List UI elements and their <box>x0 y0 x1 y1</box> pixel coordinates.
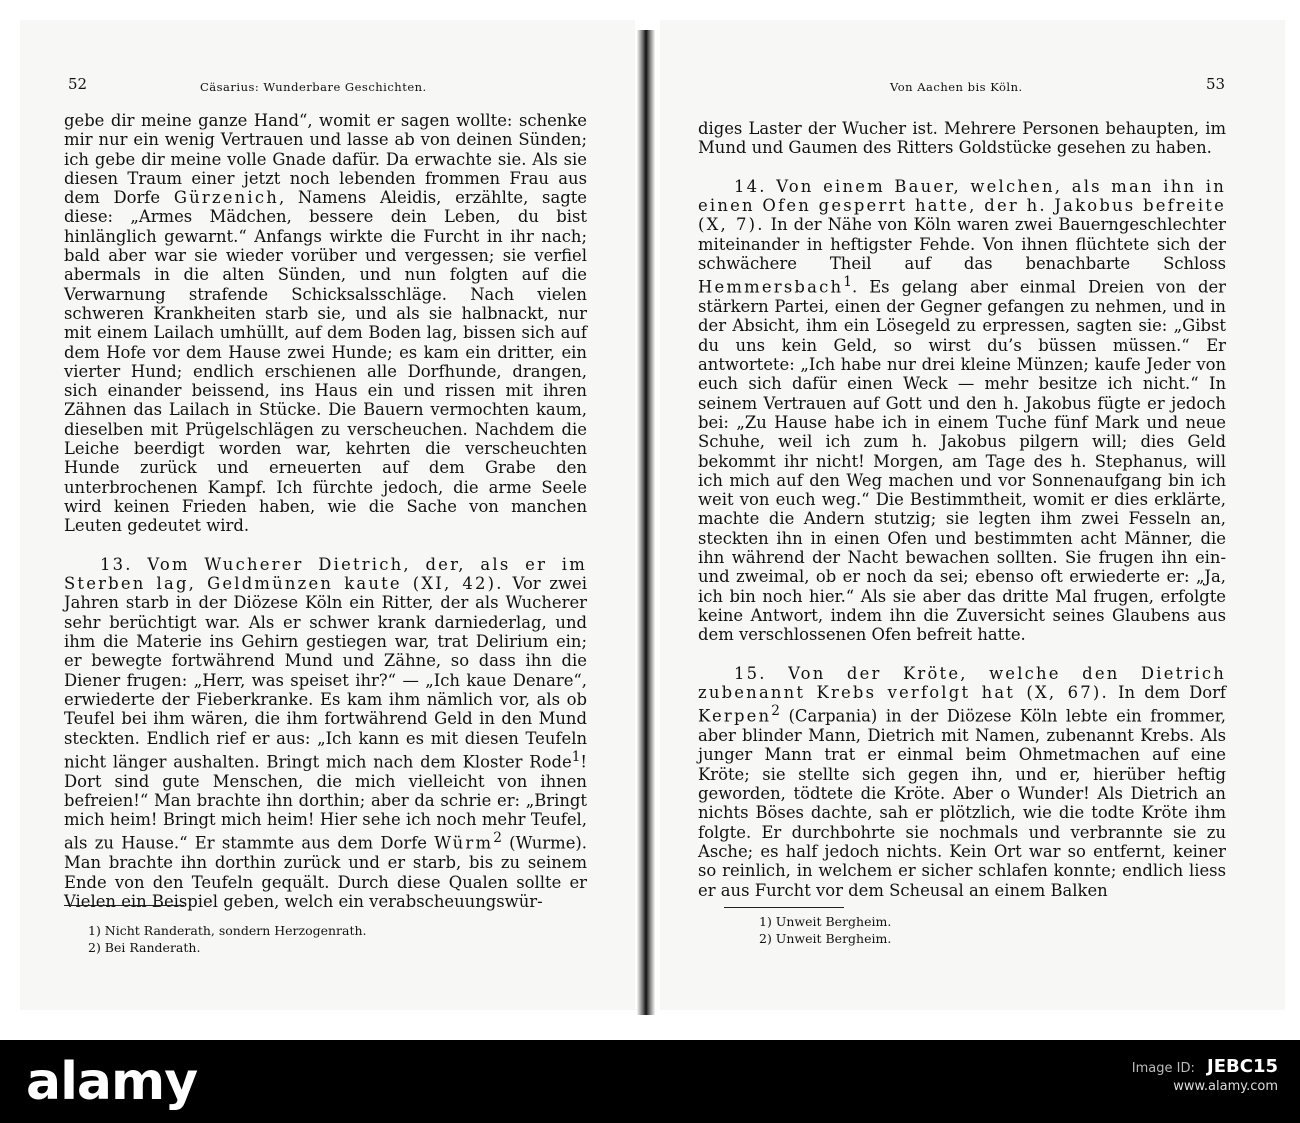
spaced-emphasis: 15. Von der Kröte, welche den Dietrich zubenannt Krebs verfolgt hat (X, 67). <box>698 663 1226 703</box>
left-page <box>0 0 640 1040</box>
text-run: (Carpania) in der Diözese Köln lebte ein frommer, aber blinder Mann, Dietrich mit Namen, zubenannt Krebs. Als junger Mann trat er einmal beim Ohmetmachen auf eine Kröte; sie stellte sich gegen ihn, und er, hierüber heftig geworden, tödtete die Kröte. Aber o Wunder! Als Dietrich an nichts Böses dachte, sah er plötzlich, wie die todte Kröte ihm folgte. Er durchbohrte sie nochmals und verbrannte sie zu Asche; es half jedoch nichts. Kein Ort war so entfernt, keiner so reinlich, in welchem er sicher schlafen konnte; endlich liess er aus Furcht vor dem Scheusal an einem Balken <box>698 706 1226 900</box>
paragraph <box>698 177 1226 645</box>
image-id-label: Image ID: <box>1131 1061 1195 1076</box>
text-run: Vor zwei Jahren starb in der Diözese Köln ein Ritter, der als Wucherer sehr berüchtigt war. Als er schwer krank darniederlag, und ihm die Materie ins Gehirn gestiegen war, trat Delirium ein; er bewegte fortwährend Mund und Zähne, so dass ihn die Diener frugen: „Herr, was speiset ihr?“ — „Ich kaue Denare“, erwiederte der Fieberkranke. Es kam ihm nämlich vor, als ob Teufel bei ihm wären, die ihm fortwährend Geld in den Mund steckten. Endlich rief er aus: „Ich kann es mit diesen Teufeln nicht länger aushalten. Bringt mich nach dem Kloster Rode <box>64 574 588 772</box>
text-run: (Wurme). Man brachte ihn dorthin zurück und er starb, bis zu seinem Ende von den Teufeln gequält. Durch diese Qualen sollte er Vielen ein Beispiel geben, welch ein verabscheuungswür- <box>64 833 587 911</box>
left-body-text <box>64 111 587 911</box>
alamy-logo[interactable]: alamy <box>26 1052 198 1112</box>
right-body-text <box>698 119 1226 900</box>
text-run: , Namens Aleidis, erzählte, sagte diese: „Armes Mädchen, bessere dein Leben, du bist hinlänglich gewarnt.“ Anfangs wirkte die Furcht in ihr nach; bald aber war sie wieder vorüber und vergessen; sie verfiel abermals in die alten Sünden, und nun folgten auf die Verwarnung strafende Schicksalsschläge. Nach vielen schweren Krankheiten starb sie, und als sie halbnackt, nur mit einem Lailach umhüllt, auf dem Boden lag, bissen sich auf dem Hofe vor dem Hause zwei Hunde; es kam ein dritter, ein vierter Hund; endlich erschienen alle Dorfhunde, drangen, sich einander beissend, ins Haus ein und rissen mit ihren Zähnen das Lailach in Stücke. Die Bauern vermochten kaum, dieselben mit Prügelschlägen zu verscheuchen. Nachdem die Leiche beerdigt worden war, kehrten die verscheuchten Hunde zurück und erneuerten auf dem Grabe den unterbrochenen Kampf. Ich fürchte jedoch, die arme Seele wird keinen Frieden haben, wie die Sache von manchen Leuten gedeutet wird. <box>64 188 588 536</box>
spaced-emphasis: Würm <box>434 833 494 853</box>
image-id: JEBC15 <box>1207 1056 1278 1077</box>
running-head: Cäsarius: Wunderbare Geschichten. <box>200 80 427 94</box>
footnote-marker: 2 <box>771 703 780 720</box>
footnote-rule <box>64 905 184 906</box>
text-run: diges Laster der Wucher ist. Mehrere Personen behaupten, im Mund und Gaumen des Ritters Goldstücke gesehen zu haben. <box>698 119 1226 158</box>
paragraph <box>64 111 587 536</box>
stock-image-meta <box>1132 1058 1278 1096</box>
left-footnotes <box>88 922 367 956</box>
right-footnotes <box>759 913 891 947</box>
footnote-rule <box>724 907 844 908</box>
footnote: 1) Nicht Randerath, sondern Herzogenrath. <box>88 923 367 938</box>
page-number: 52 <box>68 75 88 93</box>
paragraph <box>698 664 1226 900</box>
running-head: Von Aachen bis Köln. <box>890 80 1023 94</box>
text-run: ! Dort sind gute Menschen, die mich vielleicht von ihnen befreien!“ Man brachte ihn dorthin; aber da schrie er: „Bringt mich heim! Bringt mich heim! Hier sehe ich noch mehr Teufel, als zu Hause.“ Er stammte aus dem Dorfe <box>64 752 587 853</box>
spaced-emphasis: Gürzenich <box>173 188 279 208</box>
stock-site-link[interactable]: www.alamy.com <box>1173 1079 1278 1094</box>
footnote: 2) Bei Randerath. <box>88 940 201 955</box>
footnote: 2) Unweit Bergheim. <box>759 931 892 946</box>
text-run: In der Nähe von Köln waren zwei Bauerngeschlechter miteinander in heftigster Fehde. Von ihnen flüchtete sich der schwächere Theil auf das benachbarte Schloss <box>698 215 1226 274</box>
spaced-emphasis: Kerpen <box>698 706 772 726</box>
footnote: 1) Unweit Bergheim. <box>759 914 892 929</box>
paragraph <box>698 119 1226 158</box>
footnote-marker: 2 <box>493 830 502 847</box>
footnote-marker: 1 <box>571 748 581 765</box>
footnote-marker: 1 <box>843 274 852 291</box>
text-run: gebe dir meine ganze Hand“, womit er sagen wollte: schenke mir nur ein wenig Vertrauen und lasse ab von deinen Sünden; ich gebe dir meine volle Gnade dafür. Da erwachte sie. Als sie diesen Traum einer jetzt noch lebenden frommen Frau aus dem Dorfe <box>64 111 587 208</box>
spaced-emphasis: 13. Vom Wucherer Dietrich, der, als er im Sterben lag, Geldmünzen kaute (XI, 42). <box>64 554 587 594</box>
page-number: 53 <box>1206 75 1226 93</box>
text-run: . Es gelang aber einmal Dreien von der stärkern Partei, einen der Gegner gefangen zu nehmen, und in der Absicht, ihm ein Lösegeld zu erpressen, sagten sie: „Gibst du uns kein Geld, so wirst du’s büssen müssen.“ Er antwortete: „Ich habe nur drei kleine Münzen; kaufe Jeder von euch sich dafür einen Weck — mehr besitze ich nicht.“ In seinem Vertrauen auf Gott und den h. Jakobus fügte er jedoch bei: „Zu Hause habe ich in einem Tuche fünf Mark und neue Schuhe, weil ich zum h. Jakobus pilgern will; dies Geld bekommt ihr nicht! Morgen, am Tage des h. Stephanus, will ich mich auf den Weg machen und vor Sonnenaufgang bin ich weit von euch weg.“ Die Bestimmtheit, womit er dies erklärte, machte die Andern stutzig; sie legten ihm zwei Fesseln an, steckten ihn in einen Ofen und bestimmten acht Männer, die ihn während der Nacht bewachen sollten. Sie frugen ihn ein- und zweimal, ob er noch da sei; ebenso oft erwiederte er: „Ja, ich bin noch hier.“ Als sie aber das dritte Mal frugen, erfolgte keine Antwort, indem ihn die Zuversicht seines Glaubens aus dem verschlossenen Ofen befreit hatte. <box>698 277 1226 645</box>
right-page <box>655 0 1300 1040</box>
stock-banner <box>0 1040 1300 1123</box>
paragraph <box>64 555 587 911</box>
text-run: In dem Dorf <box>1108 683 1227 703</box>
spaced-emphasis: 14. Von einem Bauer, welchen, als man ihn in einen Ofen gesperrt hatte, der h. Jakobus befreite (X, 7). <box>698 176 1226 235</box>
spaced-emphasis: Hemmersbach <box>698 277 844 297</box>
